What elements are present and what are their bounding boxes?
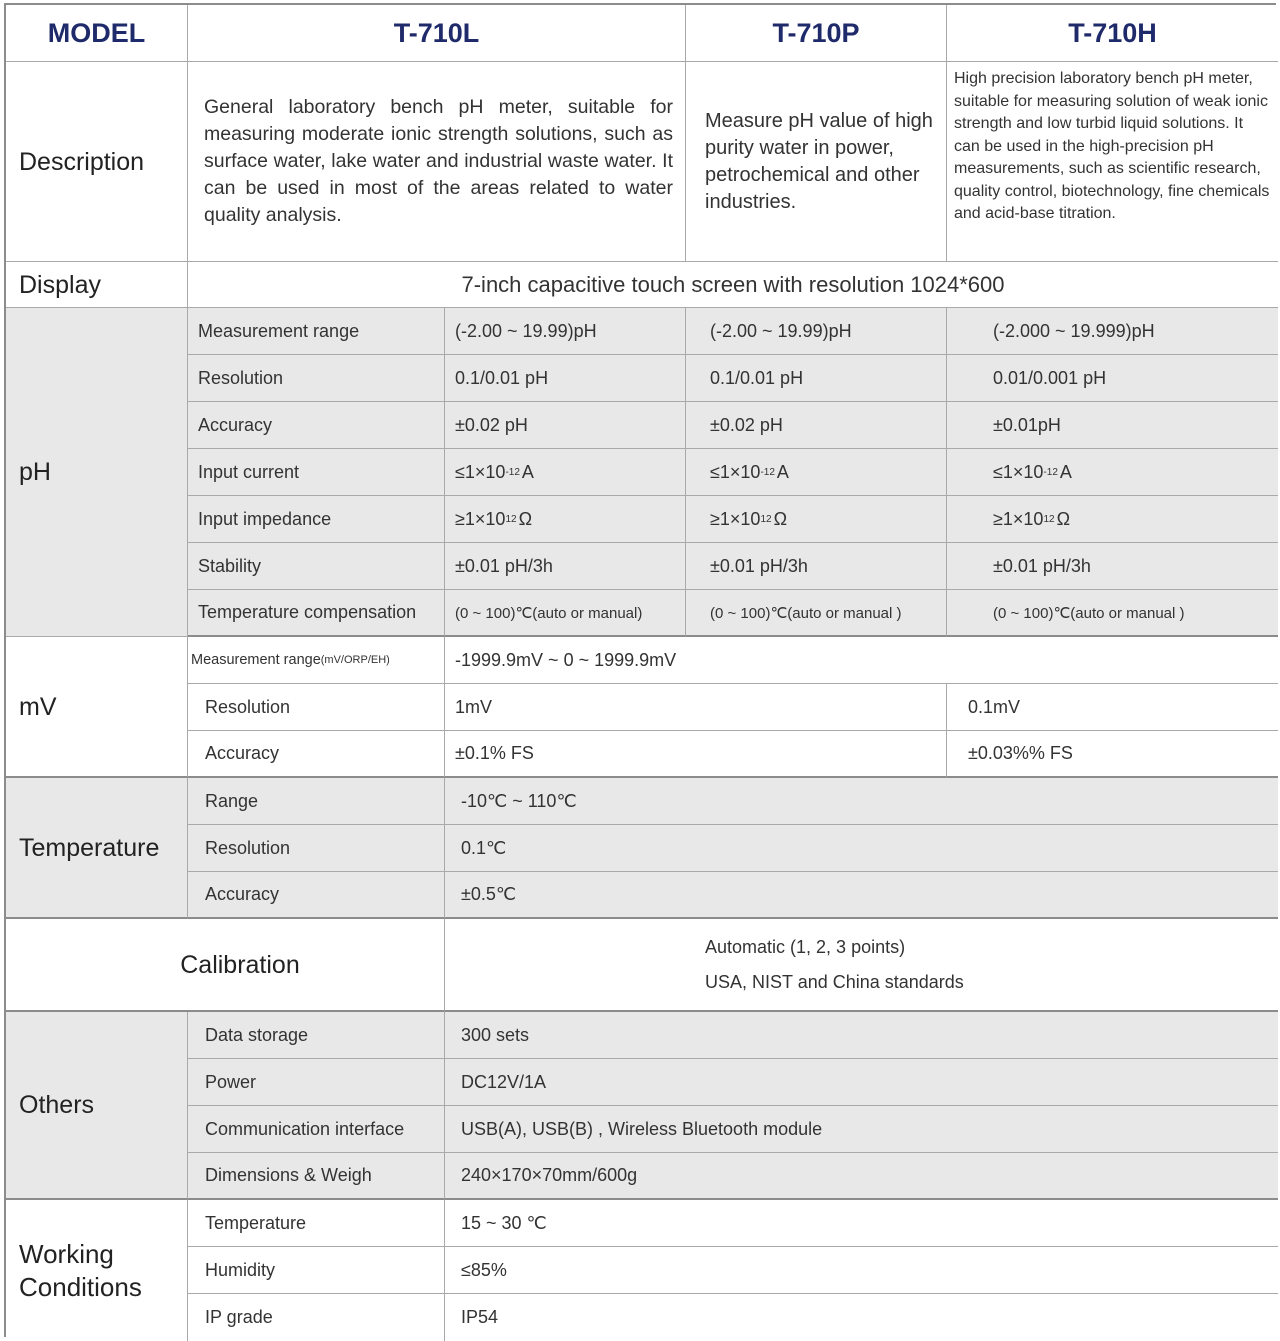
others-communication-label: Communication interface (188, 1106, 445, 1153)
ph-accuracy-label: Accuracy (188, 402, 445, 449)
value-exponent: 12 (505, 513, 517, 525)
value-base: ≤1×10 (455, 461, 506, 482)
ph-input-impedance-label: Input impedance (188, 496, 445, 543)
ph-input-impedance-t710p (686, 496, 947, 543)
value-exponent: -12 (760, 466, 775, 478)
temperature-accuracy-label: Accuracy (188, 872, 445, 919)
value-exponent: 12 (1043, 513, 1055, 525)
model-t710p-header: T-710P (686, 5, 947, 62)
ph-temp-compensation-label: Temperature compensation (188, 590, 445, 637)
calibration-value (445, 919, 1278, 1012)
ph-resolution-t710h: 0.01/0.001 pH (947, 355, 1278, 402)
ph-accuracy-t710h: ±0.01pH (947, 402, 1278, 449)
value-unit: Ω (773, 508, 788, 529)
value-base: ≤1×10 (710, 461, 761, 482)
value-unit: A (521, 461, 534, 482)
mv-resolution-label: Resolution (188, 684, 445, 731)
mv-measurement-range-value: -1999.9mV ~ 0 ~ 1999.9mV (445, 637, 1278, 684)
temperature-resolution-value: 0.1℃ (445, 825, 1278, 872)
value-base: ≥1×10 (455, 508, 506, 529)
ph-stability-t710h: ±0.01 pH/3h (947, 543, 1278, 590)
mv-accuracy-label: Accuracy (188, 731, 445, 778)
description-t710h: High precision laboratory bench pH meter, suitable for measuring solution of weak ionic strength and low turbid liquid solutions. It can be used in the high-precision pH measurements, such as scientific research, quality control, biotechnology, fine chemicals and acid-base titration. (947, 62, 1278, 262)
others-data-storage-value: 300 sets (445, 1012, 1278, 1059)
others-data-storage-label: Data storage (188, 1012, 445, 1059)
value-base: ≤1×10 (993, 461, 1044, 482)
description-t710p: Measure pH value of high purity water in power, petrochemical and other industries. (686, 62, 947, 262)
ph-measurement-range-t710p: (-2.00 ~ 19.99)pH (686, 308, 947, 355)
spec-table (4, 3, 1276, 1337)
others-section-label: Others (6, 1012, 188, 1200)
value-unit: A (1059, 461, 1072, 482)
working-humidity-value: ≤85% (445, 1247, 1278, 1294)
ph-section-label: pH (6, 308, 188, 637)
mv-range-suffix: (mV/ORP/EH) (320, 654, 390, 666)
description-t710l: General laboratory bench pH meter, suitable for measuring moderate ionic strength solutions, such as surface water, lake water and industrial waste water. It can be used in most of the areas related to water quality analysis. (188, 62, 686, 262)
model-t710h-header: T-710H (947, 5, 1278, 62)
ph-accuracy-t710p: ±0.02 pH (686, 402, 947, 449)
others-power-value: DC12V/1A (445, 1059, 1278, 1106)
value-unit: Ω (1056, 508, 1071, 529)
others-communication-value: USB(A), USB(B) , Wireless Bluetooth module (445, 1106, 1278, 1153)
working-temperature-label: Temperature (188, 1200, 445, 1247)
display-value: 7-inch capacitive touch screen with resolution 1024*600 (188, 262, 1278, 308)
ph-temp-compensation-t710l: (0 ~ 100)℃(auto or manual) (445, 590, 686, 637)
mv-resolution-t710h: 0.1mV (947, 684, 1278, 731)
ph-input-current-label: Input current (188, 449, 445, 496)
ph-stability-t710p: ±0.01 pH/3h (686, 543, 947, 590)
value-unit: Ω (518, 508, 533, 529)
working-ip-grade-value: IP54 (445, 1294, 1278, 1341)
temperature-accuracy-value: ±0.5℃ (445, 872, 1278, 919)
working-ip-grade-label: IP grade (188, 1294, 445, 1341)
ph-input-current-t710p (686, 449, 947, 496)
calibration-label: Calibration (6, 919, 445, 1012)
mv-accuracy-t710l-t710p: ±0.1% FS (445, 731, 947, 778)
mv-accuracy-t710h: ±0.03%% FS (947, 731, 1278, 778)
model-header: MODEL (6, 5, 188, 62)
ph-input-current-t710l (445, 449, 686, 496)
temperature-resolution-label: Resolution (188, 825, 445, 872)
mv-section-label: mV (6, 637, 188, 778)
spec-sheet (4, 3, 1276, 1337)
ph-accuracy-t710l: ±0.02 pH (445, 402, 686, 449)
ph-measurement-range-t710l: (-2.00 ~ 19.99)pH (445, 308, 686, 355)
ph-resolution-t710p: 0.1/0.01 pH (686, 355, 947, 402)
value-unit: A (776, 461, 789, 482)
working-humidity-label: Humidity (188, 1247, 445, 1294)
temperature-section-label: Temperature (6, 778, 188, 919)
ph-temp-compensation-t710h: (0 ~ 100)℃(auto or manual ) (947, 590, 1278, 637)
ph-input-impedance-t710h (947, 496, 1278, 543)
ph-temp-compensation-t710p: (0 ~ 100)℃(auto or manual ) (686, 590, 947, 637)
value-base: ≥1×10 (993, 508, 1044, 529)
ph-measurement-range-label: Measurement range (188, 308, 445, 355)
description-label: Description (6, 62, 188, 262)
calibration-line-2: USA, NIST and China standards (705, 971, 964, 992)
working-temperature-value: 15 ~ 30 ℃ (445, 1200, 1278, 1247)
mv-measurement-range-label (188, 637, 445, 684)
value-exponent: -12 (1043, 466, 1058, 478)
calibration-line-1: Automatic (1, 2, 3 points) (705, 936, 906, 957)
value-base: ≥1×10 (710, 508, 761, 529)
others-power-label: Power (188, 1059, 445, 1106)
temperature-range-label: Range (188, 778, 445, 825)
ph-input-current-t710h (947, 449, 1278, 496)
mv-resolution-t710l-t710p: 1mV (445, 684, 947, 731)
others-dimensions-value: 240×170×70mm/600g (445, 1153, 1278, 1200)
model-t710l-header: T-710L (188, 5, 686, 62)
ph-input-impedance-t710l (445, 496, 686, 543)
ph-measurement-range-t710h: (-2.000 ~ 19.999)pH (947, 308, 1278, 355)
display-label: Display (6, 262, 188, 308)
ph-resolution-t710l: 0.1/0.01 pH (445, 355, 686, 402)
temperature-range-value: -10℃ ~ 110℃ (445, 778, 1278, 825)
working-conditions-label: Working Conditions (6, 1200, 188, 1341)
value-exponent: -12 (505, 466, 520, 478)
value-exponent: 12 (760, 513, 772, 525)
ph-resolution-label: Resolution (188, 355, 445, 402)
ph-stability-label: Stability (188, 543, 445, 590)
mv-range-name: Measurement range (191, 652, 321, 668)
others-dimensions-label: Dimensions & Weigh (188, 1153, 445, 1200)
ph-stability-t710l: ±0.01 pH/3h (445, 543, 686, 590)
